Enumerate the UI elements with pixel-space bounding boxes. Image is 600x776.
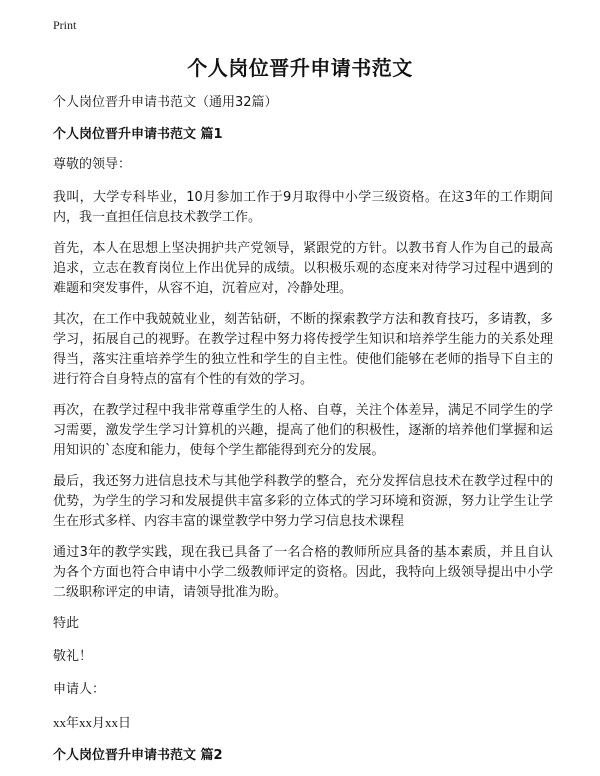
section-heading-2: 个人岗位晋升申请书范文 篇2	[53, 748, 223, 763]
paragraph-6: 通过3年的教学实践，现在我已具备了一名合格的教师所应具备的基本素质，并且自认为各个方面也符合申请中小学二级教师评定的资格。因此，我特向上级领导提出中小学二级职称评定的申请，请领导批准为盼。	[53, 545, 553, 600]
document-title: 个人岗位晋升申请书范文	[187, 56, 413, 80]
print-label[interactable]: Print	[53, 18, 77, 32]
paragraph-3: 其次，在工作中我兢兢业业，刻苦钻研，不断的探索教学方法和教育技巧，多请教，多学习，拓展自己的视野。在教学过程中努力将传授学生知识和培养学生能力的关系处理得当，落实注重培养学生的独立性和学生的自主性。使他们能够在老师的指导下自主的进行符合自身特点的富有个性的有效的学习。	[53, 312, 553, 387]
applicant-line: 申请人：	[53, 682, 106, 697]
salutation: 尊敬的领导：	[53, 157, 132, 172]
paragraph-1: 我叫，大学专科毕业，10月参加工作于9月取得中小学三级资格。在这3年的工作期间内，我一直担任信息技术教学工作。	[53, 190, 553, 225]
paragraph-5: 最后，我还努力进信息技术与其他学科教学的整合，充分发挥信息技术在教学过程中的优势，为学生的学习和发展提供丰富多彩的立体式的学习环境和资源，努力让学生让学生在形式多样、内容丰富的课堂教学中努力学习信息技术课程	[53, 474, 553, 529]
document-subtitle: 个人岗位晋升申请书范文（通用32篇）	[53, 95, 278, 110]
closing-line-2: 敬礼！	[53, 649, 93, 664]
document-body	[53, 93, 553, 776]
section-heading-1: 个人岗位晋升申请书范文 篇1	[53, 127, 223, 142]
paragraph-2: 首先，本人在思想上坚决拥护共产党领导，紧跟党的方针。以教书育人作为自己的最高追求，立志在教育岗位上作出优异的成绩。以积极乐观的态度来对待学习过程中遇到的难题和突发事件，从容不迫，沉着应对，冷静处理。	[53, 241, 553, 296]
date-line: xx年xx月xx日	[53, 715, 132, 730]
paragraph-4: 再次，在教学过程中我非常尊重学生的人格、自尊，关注个体差异，满足不同学生的学习需要，激发学生学习计算机的兴趣，提高了他们的积极性，逐渐的培养他们掌握和运用知识的`态度和能力，使每个学生都能得到充分的发展。	[53, 403, 553, 458]
closing-line-1: 特此	[53, 616, 80, 631]
